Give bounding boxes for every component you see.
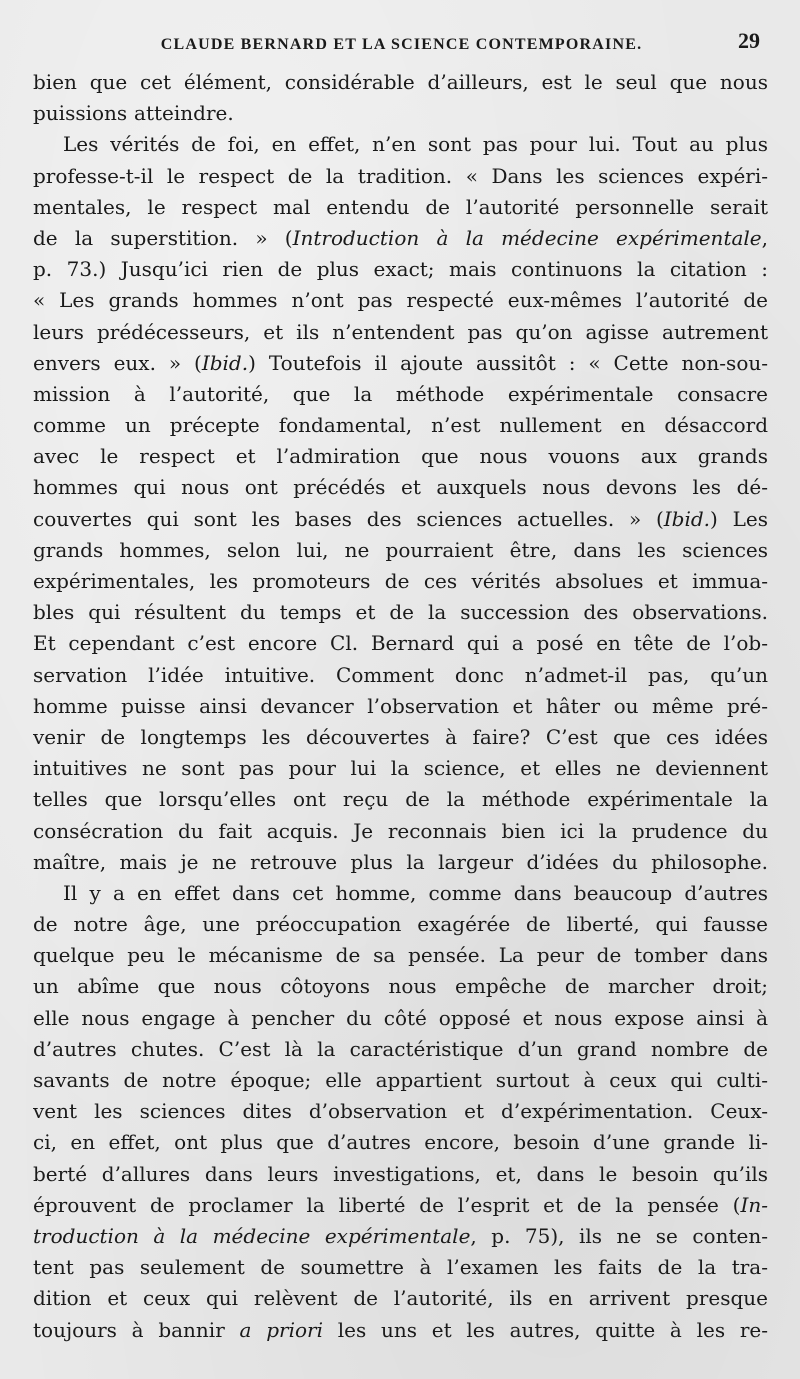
text-segment: grands hommes, selon lui, ne pourraient être, dans les sciences <box>33 537 768 562</box>
text-segment: p. 73.) Jusqu’ici rien de plus exact; mais continuons la citation : <box>33 257 768 282</box>
text-line <box>33 129 768 160</box>
text-segment: ) Les <box>710 506 768 531</box>
text-line <box>33 1065 768 1096</box>
text-line <box>33 67 768 98</box>
text-line <box>33 784 768 815</box>
text-segment: « Les grands hommes n’ont pas respecté eux-mêmes l’autorité de <box>33 288 768 313</box>
text-segment: de notre âge, une préoccupation exagérée de liberté, qui fausse <box>33 912 768 937</box>
italic-text: troduction à la médecine expérimentale <box>33 1223 471 1248</box>
text-segment: venir de longtemps les découvertes à faire? C’est que ces idées <box>33 724 768 749</box>
text-line <box>33 940 768 971</box>
text-segment: leurs prédécesseurs, et ils n’entendent pas qu’on agisse autrement <box>33 319 768 344</box>
text-segment: un abîme que nous côtoyons nous empêche de marcher droit; <box>33 974 768 999</box>
text-segment: homme puisse ainsi devancer l’observation et hâter ou même pré- <box>33 693 768 718</box>
text-line <box>33 971 768 1002</box>
text-segment: maître, mais je ne retrouve plus la largeur d’idées du philosophe. <box>33 849 768 874</box>
body-text <box>33 67 768 1346</box>
text-segment: tent pas seulement de soumettre à l’examen les faits de la tra- <box>33 1255 768 1280</box>
text-segment: puissions atteindre. <box>33 101 234 126</box>
text-line <box>33 1003 768 1034</box>
text-segment: avec le respect et l’admiration que nous vouons aux grands <box>33 444 768 469</box>
text-line <box>33 317 768 348</box>
text-line <box>33 348 768 379</box>
text-segment: consécration du fait acquis. Je reconnais bien ici la prudence du <box>33 818 768 843</box>
text-line <box>33 691 768 722</box>
italic-text: Ibid. <box>201 350 249 375</box>
page-number: 29 <box>738 28 760 53</box>
text-segment: d’autres chutes. C’est là la caractéristique d’un grand nombre de <box>33 1036 768 1061</box>
text-line <box>33 1159 768 1190</box>
text-line <box>33 1221 768 1252</box>
italic-text: Introduction à la médecine expérimentale <box>292 225 762 250</box>
text-line <box>33 909 768 940</box>
text-segment: dition et ceux qui relèvent de l’autorité, ils en arrivent presque <box>33 1286 768 1311</box>
text-segment: comme un précepte fondamental, n’est nullement en désaccord <box>33 413 768 438</box>
text-segment: berté d’allures dans leurs investigations, et, dans le besoin qu’ils <box>33 1161 768 1186</box>
text-segment: Et cependant c’est encore Cl. Bernard qui a posé en tête de l’ob- <box>33 631 768 656</box>
text-segment: ) Toutefois il ajoute aussitôt : « Cette non-sou- <box>248 350 768 375</box>
text-line <box>33 285 768 316</box>
text-segment: bien que cet élément, considérable d’ailleurs, est le seul que nous <box>33 70 768 94</box>
text-segment: vent les sciences dites d’observation et d’expérimentation. Ceux- <box>33 1099 768 1124</box>
text-line <box>33 98 768 129</box>
text-segment: quelque peu le mécanisme de sa pensée. La peur de tomber dans <box>33 943 768 968</box>
text-segment: éprouvent de proclamer la liberté de l’esprit et de la pensée ( <box>33 1192 741 1217</box>
text-line <box>33 441 768 472</box>
text-line <box>33 161 768 192</box>
text-segment: savants de notre époque; elle appartient surtout à ceux qui culti- <box>33 1068 768 1092</box>
italic-text: a priori <box>239 1317 323 1342</box>
running-head: CLAUDE BERNARD ET LA SCIENCE CONTEMPORAINE. <box>160 36 643 53</box>
text-line <box>33 566 768 597</box>
text-line <box>33 597 768 628</box>
text-line <box>33 753 768 784</box>
text-segment: telles que lorsqu’elles ont reçu de la méthode expérimentale la <box>33 787 768 812</box>
text-segment: envers eux. » ( <box>33 350 202 375</box>
text-segment: , <box>761 225 768 250</box>
text-line <box>33 504 768 535</box>
page-header <box>35 30 768 54</box>
text-line <box>33 535 768 566</box>
text-segment: professe-t-il le respect de la tradition. « Dans les sciences expéri- <box>33 163 768 188</box>
text-line <box>33 1190 768 1221</box>
text-line <box>33 878 768 909</box>
text-line <box>33 1034 768 1065</box>
text-line <box>33 1283 768 1314</box>
text-segment: expérimentales, les promoteurs de ces vérités absolues et immua- <box>33 569 768 593</box>
text-segment: hommes qui nous ont précédés et auxquels nous devons les dé- <box>33 475 768 500</box>
text-line <box>33 1252 768 1283</box>
text-line <box>33 379 768 410</box>
text-line <box>33 223 768 254</box>
text-segment: Il y a en effet dans cet homme, comme dans beaucoup d’autres <box>63 880 768 905</box>
text-segment: toujours à bannir <box>33 1317 240 1342</box>
text-segment: les uns et les autres, quitte à les re- <box>322 1317 768 1342</box>
text-line <box>33 192 768 223</box>
text-segment: elle nous engage à pencher du côté opposé et nous expose ainsi à <box>33 1005 768 1030</box>
italic-text: In- <box>740 1192 768 1217</box>
text-segment: mentales, le respect mal entendu de l’autorité personnelle serait <box>33 194 768 219</box>
text-segment: de la superstition. » ( <box>33 225 293 250</box>
text-line <box>33 410 768 441</box>
text-segment: bles qui résultent du temps et de la succession des observations. <box>33 600 768 625</box>
italic-text: Ibid. <box>663 506 711 531</box>
text-segment: intuitives ne sont pas pour lui la science, et elles ne deviennent <box>33 756 768 781</box>
text-segment: Les vérités de foi, en effet, n’en sont pas pour lui. Tout au plus <box>63 132 768 157</box>
text-line <box>33 722 768 753</box>
text-segment: servation l’idée intuitive. Comment donc n’admet-il pas, qu’un <box>33 662 768 687</box>
text-segment: mission à l’autorité, que la méthode expérimentale consacre <box>33 381 768 406</box>
text-line <box>33 472 768 503</box>
text-line <box>33 254 768 285</box>
text-line <box>33 660 768 691</box>
text-line <box>33 628 768 659</box>
text-line <box>33 847 768 878</box>
text-segment: ci, en effet, ont plus que d’autres encore, besoin d’une grande li- <box>33 1130 768 1155</box>
text-line <box>33 816 768 847</box>
text-line <box>33 1127 768 1158</box>
text-segment: , p. 75), ils ne se conten- <box>470 1223 768 1248</box>
text-line <box>33 1096 768 1127</box>
text-line <box>33 1315 768 1346</box>
text-segment: couvertes qui sont les bases des sciences actuelles. » ( <box>33 506 664 531</box>
